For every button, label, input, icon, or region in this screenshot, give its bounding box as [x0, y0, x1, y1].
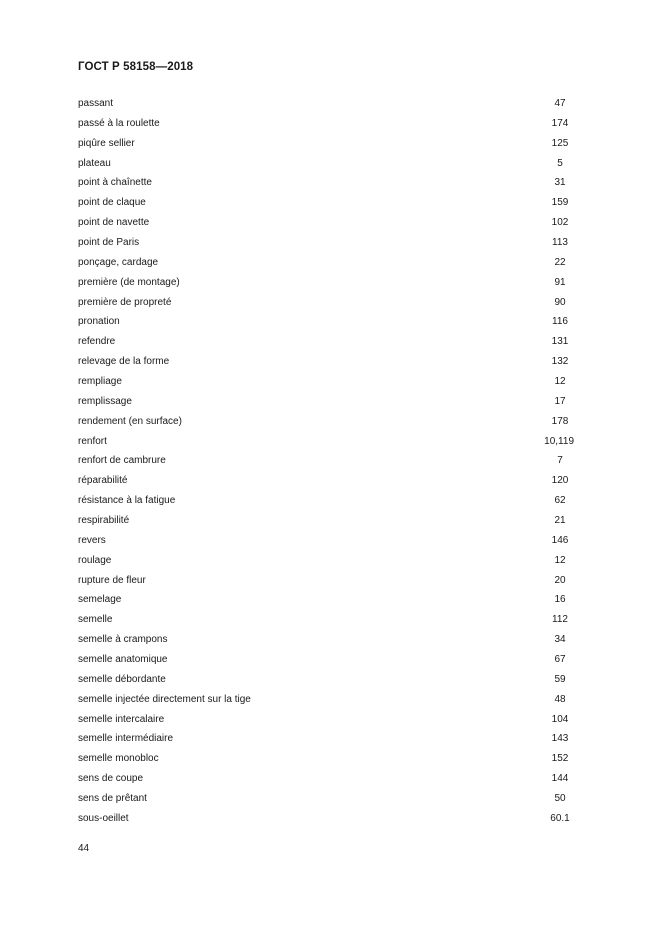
index-entry	[78, 590, 574, 610]
index-reference-number: 12	[554, 375, 566, 387]
index-reference-number: 131	[551, 336, 569, 348]
index-reference-number: 90	[554, 296, 566, 308]
index-reference-number: 91	[554, 276, 566, 288]
index-term: rendement (en surface)	[78, 415, 182, 427]
index-term: passant	[78, 97, 114, 109]
index-term: semelle injectée directement sur la tige	[78, 693, 251, 705]
index-entry	[78, 610, 574, 630]
index-term: point de navette	[78, 217, 150, 229]
index-term: renfort	[78, 435, 107, 447]
index-reference-number: 143	[551, 733, 569, 745]
index-reference-number: 159	[551, 197, 569, 209]
index-reference-number: 48	[554, 693, 566, 705]
index-reference-number: 5	[557, 157, 563, 169]
index-reference-number: 10,119	[544, 435, 574, 447]
index-entry	[78, 193, 574, 213]
index-reference-number: 60.1	[550, 812, 570, 824]
index-term: semelle	[78, 614, 113, 626]
index-term: réparabilité	[78, 475, 128, 487]
index-term: semelle monobloc	[78, 753, 159, 765]
index-term: rempliage	[78, 375, 122, 387]
index-entry	[78, 253, 574, 273]
index-reference-number: 152	[551, 753, 569, 765]
index-term: première (de montage)	[78, 276, 180, 288]
index-term: sens de coupe	[78, 773, 144, 785]
index-term: première de propreté	[78, 296, 172, 308]
index-entry	[78, 491, 574, 511]
index-reference-number: 144	[551, 773, 569, 785]
index-term: sens de prêtant	[78, 793, 147, 804]
index-entry	[78, 332, 574, 352]
index-entry	[78, 412, 574, 432]
index-entry	[78, 392, 574, 412]
index-entry	[78, 173, 574, 193]
index-term: revers	[78, 534, 106, 546]
index-term: semelle intermédiaire	[78, 733, 174, 745]
index-reference-number: 21	[554, 514, 566, 526]
index-term: semelle débordante	[78, 673, 166, 685]
index-term: sous-oeillet	[78, 812, 129, 824]
index-term: résistance à la fatigue	[78, 495, 176, 507]
index-entry	[78, 213, 574, 233]
index-reference-number: 132	[551, 356, 569, 368]
index-term: passé à la roulette	[78, 117, 160, 129]
index-term: point de Paris	[78, 236, 140, 248]
index-term: refendre	[78, 336, 116, 348]
index-entry	[78, 789, 574, 809]
index-term: respirabilité	[78, 514, 130, 526]
index-reference-number: 16	[554, 594, 566, 606]
index-entry	[78, 372, 574, 392]
index-term: remplissage	[78, 395, 132, 407]
index-term: semelle intercalaire	[78, 713, 165, 725]
index-entry	[78, 312, 574, 332]
index-entry	[78, 352, 574, 372]
index-entry	[78, 94, 574, 114]
index-reference-number: 67	[554, 653, 566, 665]
terms-index-list	[78, 94, 574, 829]
index-entry	[78, 273, 574, 293]
index-entry	[78, 451, 574, 471]
index-entry	[78, 809, 574, 829]
index-term: point de claque	[78, 197, 146, 209]
index-reference-number: 20	[554, 574, 566, 586]
index-reference-number: 31	[554, 177, 566, 189]
index-reference-number: 7	[557, 455, 563, 467]
index-term: pronation	[78, 316, 120, 328]
index-entry	[78, 154, 574, 174]
index-reference-number: 112	[552, 614, 568, 626]
index-reference-number: 116	[552, 316, 568, 328]
index-reference-number: 50	[554, 793, 566, 804]
index-entry	[78, 630, 574, 650]
page-header-title: ГОСТ Р 58158—2018	[78, 61, 194, 73]
index-entry	[78, 551, 574, 571]
index-entry	[78, 670, 574, 690]
index-term: rupture de fleur	[78, 574, 146, 586]
index-reference-number: 174	[551, 117, 569, 129]
index-term: point à chaînette	[78, 177, 152, 189]
index-reference-number: 34	[554, 634, 566, 646]
index-term: semelle anatomique	[78, 653, 168, 665]
index-entry	[78, 293, 574, 313]
index-term: semelage	[78, 594, 122, 606]
index-entry	[78, 531, 574, 551]
index-term: renfort de cambrure	[78, 455, 166, 467]
index-reference-number: 47	[554, 97, 566, 109]
index-reference-number: 22	[554, 256, 566, 268]
index-entry	[78, 233, 574, 253]
index-reference-number: 146	[551, 534, 569, 546]
index-reference-number: 125	[551, 137, 569, 149]
index-term: piqûre sellier	[78, 137, 135, 149]
index-entry	[78, 134, 574, 154]
index-entry	[78, 769, 574, 789]
index-reference-number: 120	[551, 475, 569, 487]
index-entry	[78, 471, 574, 491]
index-entry	[78, 571, 574, 591]
index-reference-number: 12	[554, 554, 566, 566]
index-term: roulage	[78, 554, 112, 566]
index-term: semelle à crampons	[78, 634, 168, 646]
index-reference-number: 113	[552, 236, 568, 248]
index-entry	[78, 650, 574, 670]
index-entry	[78, 114, 574, 134]
index-reference-number: 178	[551, 415, 569, 427]
index-term: relevage de la forme	[78, 356, 170, 368]
index-term: ponçage, cardage	[78, 256, 159, 268]
index-term: plateau	[78, 157, 111, 169]
page-number: 44	[78, 843, 90, 854]
index-entry	[78, 511, 574, 531]
index-entry	[78, 749, 574, 769]
index-entry	[78, 690, 574, 710]
index-entry	[78, 730, 574, 750]
index-reference-number: 62	[554, 495, 566, 507]
index-reference-number: 59	[554, 673, 566, 685]
index-entry	[78, 432, 574, 452]
index-entry	[78, 710, 574, 730]
index-reference-number: 17	[554, 395, 566, 407]
index-reference-number: 102	[551, 217, 569, 229]
index-reference-number: 104	[551, 713, 569, 725]
